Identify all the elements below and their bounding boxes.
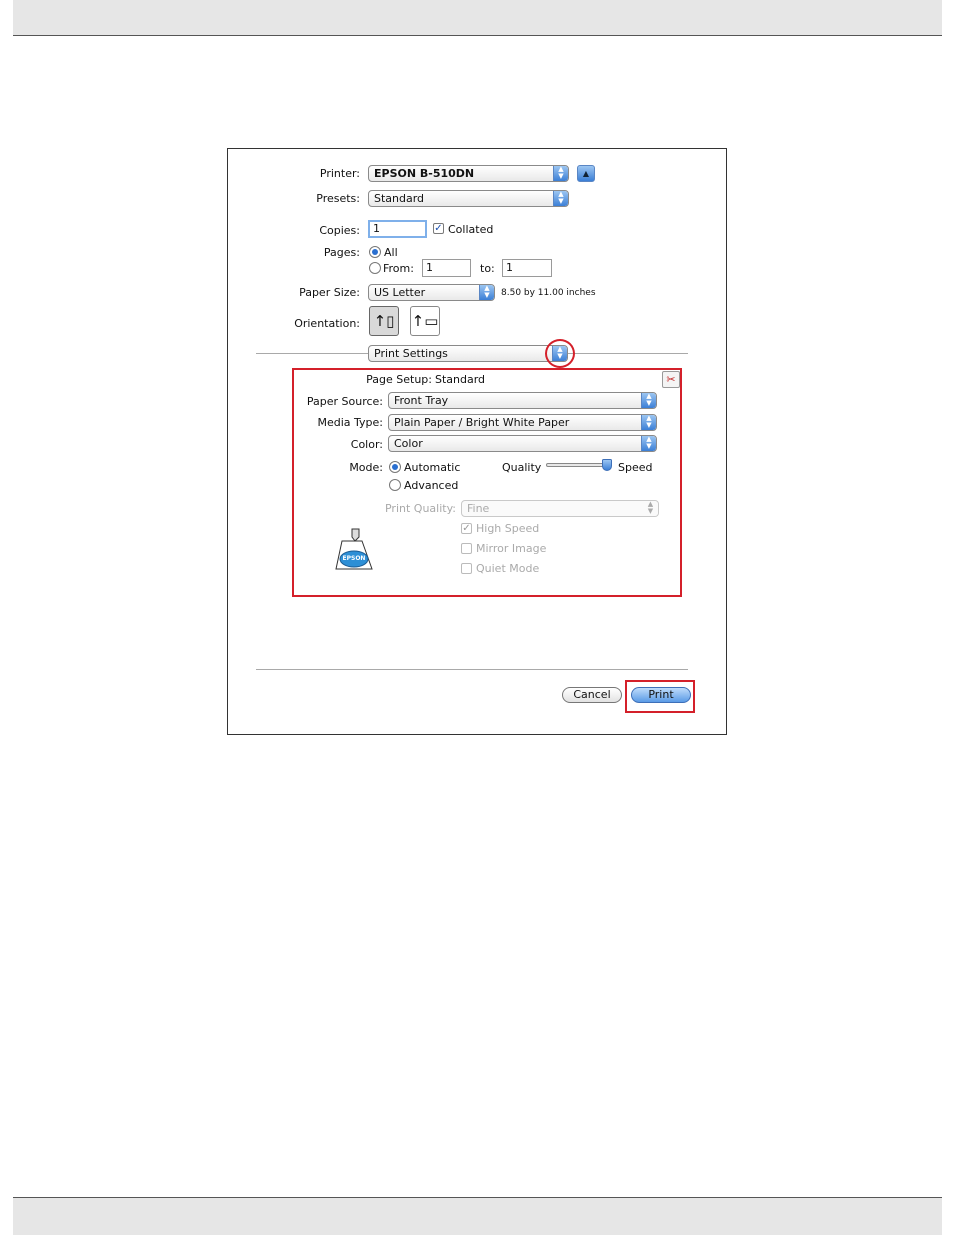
color-popup[interactable] [388, 435, 657, 452]
mode-label: Mode: [349, 461, 383, 474]
collated-checkbox[interactable]: ✓ [434, 223, 443, 234]
color-value: Color [394, 437, 423, 450]
ink-bottle-icon [332, 527, 376, 573]
print-quality-label: Print Quality: [384, 502, 456, 515]
highlight-box [625, 680, 695, 713]
quality-speed-slider-thumb[interactable] [602, 459, 612, 471]
expand-dialog-button[interactable] [577, 165, 595, 182]
paper-source-label: Paper Source: [306, 395, 383, 408]
utility-tools-button[interactable] [662, 371, 680, 388]
popup-arrows-icon: ▲ ▼ [643, 501, 658, 516]
pages-all-label: All [384, 246, 398, 259]
popup-arrows-icon: ▲ ▼ [552, 346, 567, 361]
page-header-band [13, 0, 942, 36]
panel-value: Print Settings [374, 347, 448, 360]
print-quality-popup[interactable] [461, 500, 659, 517]
cancel-button[interactable]: Cancel [562, 687, 622, 703]
panel-popup[interactable] [368, 345, 568, 362]
quality-label: Quality [502, 461, 542, 474]
collated-label: Collated [448, 223, 494, 236]
quiet-mode-label: Quiet Mode [476, 562, 540, 575]
copies-label: Copies: [319, 224, 360, 237]
color-label: Color: [350, 438, 383, 451]
pages-from-field[interactable]: 1 [422, 259, 471, 277]
high-speed-label: High Speed [476, 522, 540, 535]
high-speed-checkbox[interactable]: ✓ [462, 523, 471, 534]
page-footer-band [13, 1197, 942, 1235]
printer-popup[interactable] [368, 165, 569, 182]
popup-arrows-icon: ▲ ▼ [641, 415, 656, 430]
media-type-label: Media Type: [317, 416, 383, 429]
popup-arrows-icon: ▲ ▼ [479, 285, 494, 300]
pages-from-label: From: [383, 262, 414, 275]
pages-to-field[interactable]: 1 [502, 259, 552, 277]
paper-size-description: 8.50 by 11.00 inches [501, 288, 596, 298]
pages-from-radio[interactable] [369, 262, 381, 274]
printer-value: EPSON B-510DN [374, 167, 475, 180]
print-dialog [227, 148, 727, 735]
page-setup-label: Page Setup: [366, 373, 432, 386]
portrait-orientation-button[interactable] [369, 306, 399, 336]
paper-size-popup[interactable] [368, 284, 495, 301]
mode-automatic-label: Automatic [404, 461, 461, 474]
popup-arrows-icon: ▲ ▼ [553, 166, 568, 181]
highlight-circle [545, 339, 575, 368]
copies-field[interactable]: 1 [368, 220, 427, 238]
presets-value: Standard [374, 192, 425, 205]
paper-source-value: Front Tray [394, 394, 449, 407]
page-setup-value: Standard [435, 373, 486, 386]
paper-size-label: Paper Size: [299, 286, 360, 299]
presets-popup[interactable] [368, 190, 569, 207]
media-type-popup[interactable] [388, 414, 657, 431]
paper-source-popup[interactable] [388, 392, 657, 409]
epson-ink-logo [332, 527, 376, 573]
landscape-icon: ↑▭ [411, 312, 439, 330]
mirror-image-label: Mirror Image [476, 542, 547, 555]
popup-arrows-icon: ▲ ▼ [553, 191, 568, 206]
landscape-orientation-button[interactable] [410, 306, 440, 336]
tools-icon: ✂ [666, 373, 676, 386]
popup-arrows-icon: ▲ ▼ [641, 393, 656, 408]
speed-label: Speed [618, 461, 653, 474]
print-button[interactable]: Print [631, 687, 691, 703]
paper-size-value: US Letter [374, 286, 426, 299]
pages-label: Pages: [323, 246, 360, 259]
quiet-mode-checkbox[interactable] [461, 563, 472, 574]
popup-arrows-icon: ▲ ▼ [641, 436, 656, 451]
pages-all-radio[interactable] [369, 246, 381, 258]
mirror-image-checkbox[interactable] [461, 543, 472, 554]
mode-advanced-radio[interactable] [389, 479, 401, 491]
mode-advanced-label: Advanced [404, 479, 459, 492]
portrait-icon: ↑▯ [373, 312, 395, 330]
orientation-label: Orientation: [294, 317, 360, 330]
mode-automatic-radio[interactable] [389, 461, 401, 473]
logo-text: EPSON [342, 555, 366, 562]
printer-label: Printer: [319, 167, 360, 180]
presets-label: Presets: [316, 192, 360, 205]
pages-to-label: to: [480, 262, 495, 275]
triangle-up-icon: ▲ [582, 169, 590, 178]
print-quality-value: Fine [467, 502, 490, 515]
separator-line [256, 669, 688, 670]
media-type-value: Plain Paper / Bright White Paper [394, 416, 570, 429]
